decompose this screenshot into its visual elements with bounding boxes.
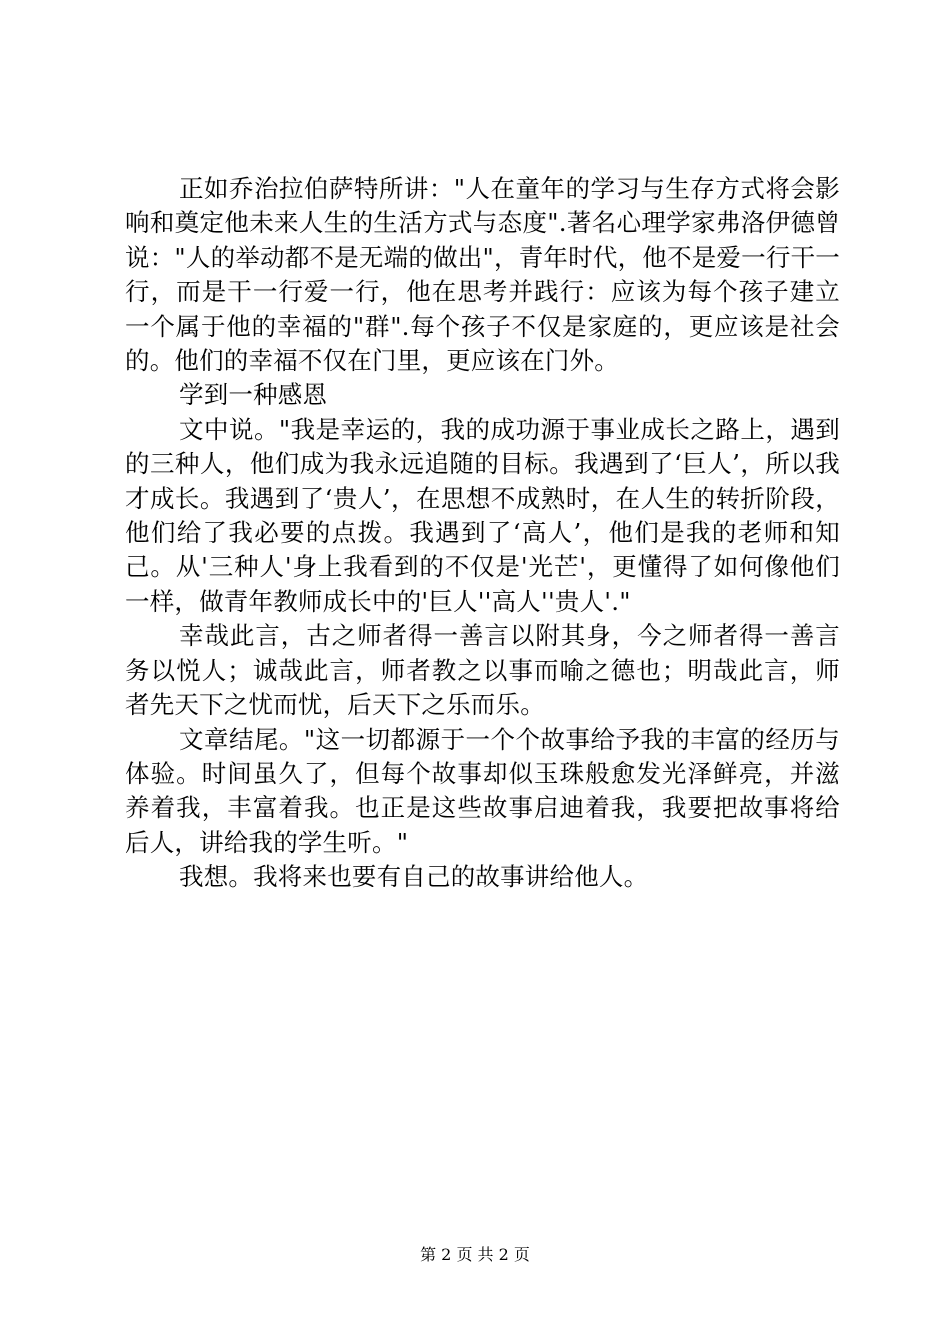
page-number-footer: 第 2 页 共 2 页: [420, 1245, 530, 1264]
section-heading-gratitude: 学到一种感恩: [179, 380, 328, 410]
paragraph-teacher-sayings: 幸哉此言，古之师者得一善言以附其身，今之师者得一善言务以悦人；诚哉此言，师者教之以事而喻之德也；明哉此言，师者先天下之忧而忧，后天下之乐而乐。: [125, 621, 840, 720]
paragraph-conclusion: 我想。我将来也要有自己的故事讲给他人。: [179, 862, 649, 892]
paragraph-quote-childhood: 正如乔治拉伯萨特所讲："人在童年的学习与生存方式将会影响和奠定他未来人生的生活方式与态度".著名心理学家弗洛伊德曾说："人的举动都不是无端的做出"，青年时代，他不是爱一行干一行，而是干一行爱一行，他在思考并践行：应该为每个孩子建立一个属于他的幸福的"群".每个孩子不仅是家庭的，更应该是社会的。他们的幸福不仅在门里，更应该在门外。: [125, 174, 840, 376]
paragraph-article-ending: 文章结尾。"这一切都源于一个个故事给予我的丰富的经历与体验。时间虽久了，但每个故事却似玉珠般愈发光泽鲜亮，并滋养着我，丰富着我。也正是这些故事启迪着我，我要把故事将给后人，讲给我的学生听。": [125, 724, 840, 857]
paragraph-three-people: 文中说。"我是幸运的，我的成功源于事业成长之路上，遇到的三种人，他们成为我永远追随的目标。我遇到了‘巨人’，所以我才成长。我遇到了‘贵人’，在思想不成熟时，在人生的转折阶段，他们给了我必要的点拨。我遇到了‘高人’，他们是我的老师和知己。从'三种人'身上我看到的不仅是'光芒'，更懂得了如何像他们一样，做青年教师成长中的'巨人''高人''贵人'.": [125, 414, 840, 616]
document-body: [125, 172, 840, 895]
